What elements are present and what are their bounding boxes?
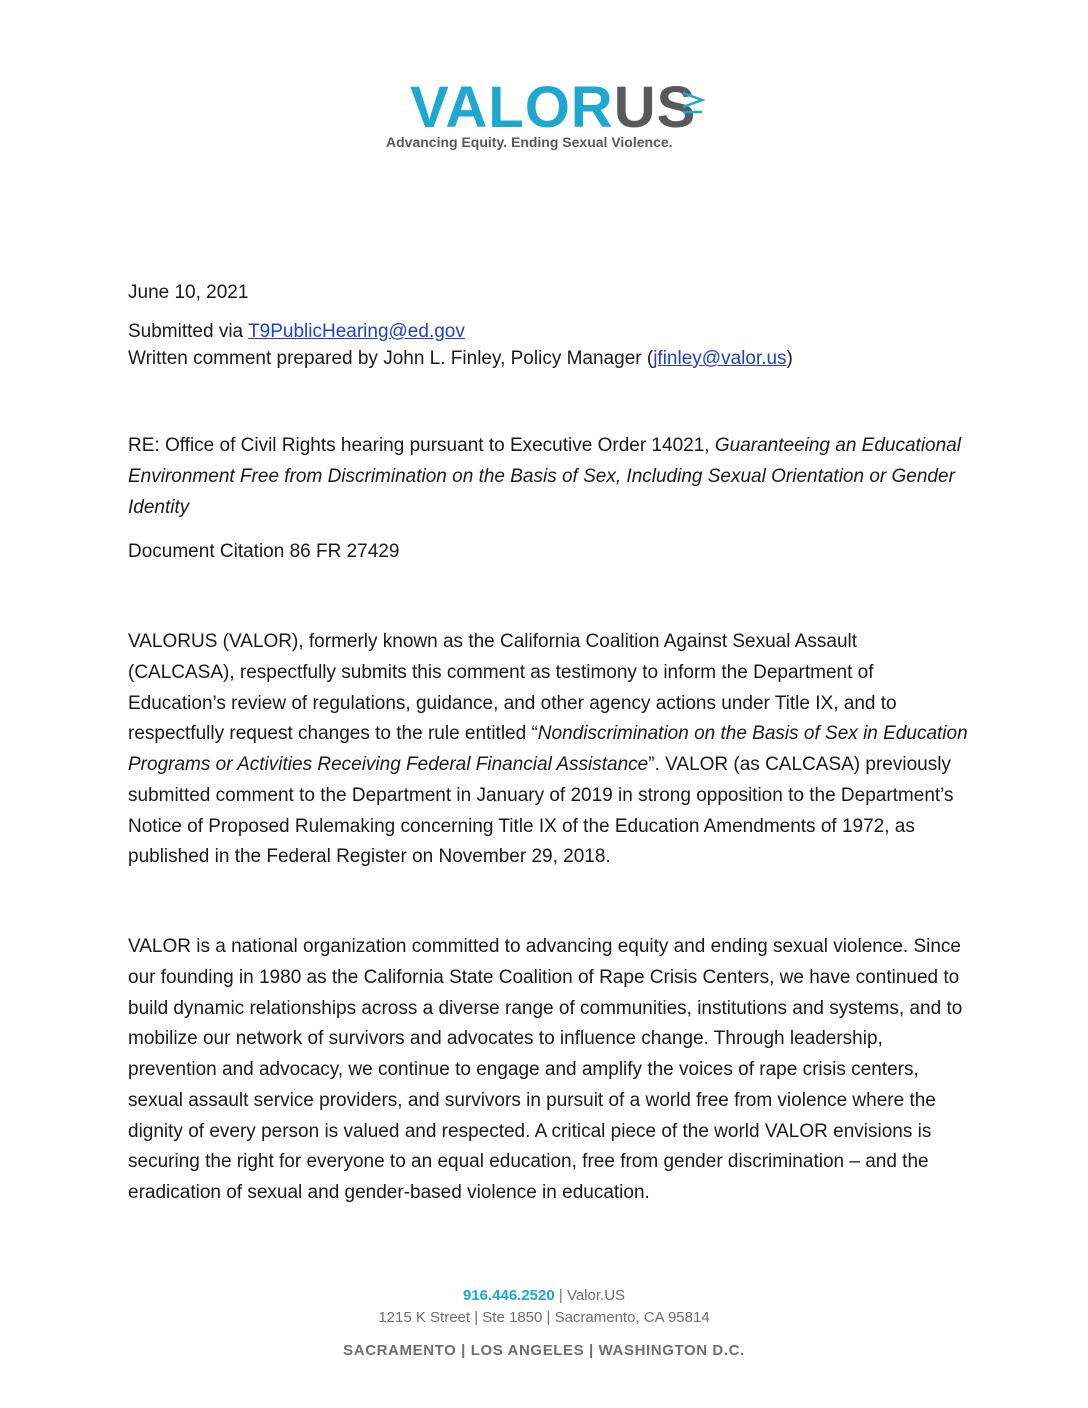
footer-phone: 916.446.2520: [462, 1287, 555, 1304]
letter-date: June 10, 2021: [128, 282, 249, 303]
body-paragraph-1: [128, 627, 968, 873]
footer-website: | Valor.US: [554, 1287, 626, 1304]
valorus-logo: [380, 76, 710, 156]
footer-address: 1215 K Street | Ste 1850 | Sacramento, CA 95814: [378, 1309, 710, 1326]
logo-tagline: Advancing Equity. Ending Sexual Violence.: [386, 134, 673, 150]
prepared-line: [128, 345, 968, 372]
author-email-link[interactable]: jfinley@valor.us: [653, 348, 787, 369]
re-order-title: Guaranteeing an Educational Environment Free from Discrimination on the Basis of Sex, Including Sexual Orientation or Gender Identity: [128, 435, 961, 518]
logo-wordmark-valor: VALOR: [410, 75, 614, 140]
submission-email-link[interactable]: T9PublicHearing@ed.gov: [248, 321, 465, 342]
document-citation: Document Citation 86 FR 27429: [128, 541, 400, 562]
prepared-suffix: ): [786, 348, 793, 369]
chevron-right-icon: [680, 90, 706, 116]
logo-wordmark: [410, 76, 696, 140]
body-paragraph-2: VALOR is a national organization committed to advancing equity and ending sexual violence. Since our founding in 1980 as the California State Coalition of Rape Crisis Centers, we have continued to build dynamic relationships across a diverse range of communities, institutions and systems, and to mobilize our network of survivors and advocates to influence change. Through leadership, prevention and advocacy, we continue to engage and amplify the voices of rape crisis centers, sexual assault service providers, and survivors in pursuit of a world free from violence where the dignity of every person is valued and respected. A critical piece of the world VALOR envisions is securing the right for everyone to an equal education, free from gender discrimination – and the eradication of sexual and gender-based violence in education.: [128, 936, 963, 1203]
para1-text-b: ”. VALOR (as CALCASA) previously submitted comment to the Department in January of 2019 in strong opposition to the Department’s Notice of Proposed Rulemaking concerning Title IX of the Education Amendments of 1972, as published in the Federal Register on November 29, 2018.: [128, 754, 954, 868]
footer-contact: [0, 1287, 1088, 1304]
submitted-prefix: Submitted via: [128, 321, 249, 342]
re-heading: [128, 430, 968, 523]
para1-rule-title: Nondiscrimination on the Basis of Sex in Education Programs or Activities Receiving Federal Financial Assistance: [128, 723, 968, 775]
prepared-prefix: Written comment prepared by John L. Finley, Policy Manager (: [128, 348, 654, 369]
para1-text-a: VALORUS (VALOR), formerly known as the California Coalition Against Sexual Assault (CALCASA), respectfully submits this comment as testimony to inform the Department of Education’s review of regulations, guidance, and other agency actions under Title IX, and to respectfully request changes to the rule entitled “: [128, 631, 897, 745]
footer-locations: SACRAMENTO | LOS ANGELES | WASHINGTON D.C.: [343, 1342, 745, 1359]
re-prefix: RE: Office of Civil Rights hearing pursuant to Executive Order 14021,: [128, 435, 715, 456]
logo-wordmark-us: US: [613, 75, 697, 140]
submitted-line: [128, 318, 968, 345]
